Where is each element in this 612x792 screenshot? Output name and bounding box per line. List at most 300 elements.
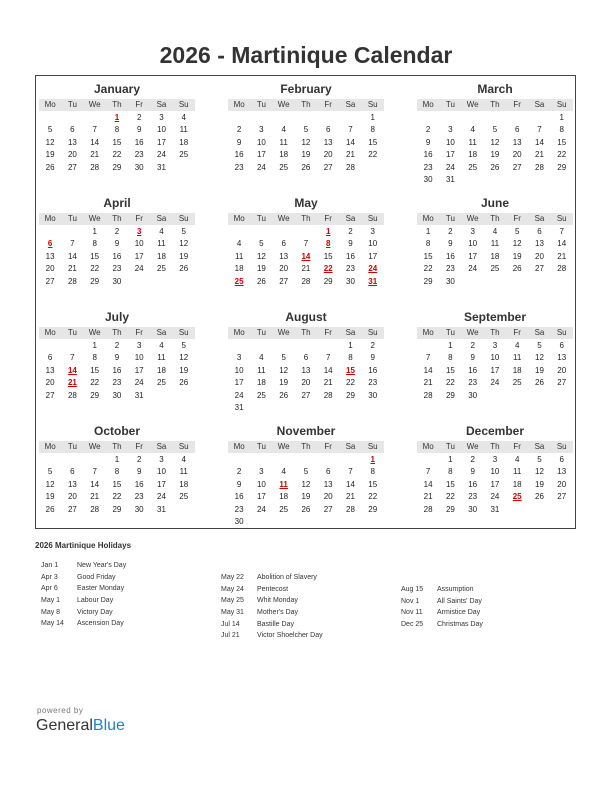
day-cell: 18 <box>279 150 289 160</box>
day-grid <box>39 454 195 516</box>
weekday-label: Mo <box>233 442 245 451</box>
weekday-label: Mo <box>44 100 56 109</box>
holiday-name: Labour Day <box>77 597 114 605</box>
empty-day-cell <box>417 340 439 352</box>
day-cell: 18 <box>234 264 244 274</box>
empty-day-cell <box>84 454 106 466</box>
day-cell: 4 <box>514 341 520 350</box>
day-cell: 20 <box>512 150 522 160</box>
day-cell: 11 <box>179 467 188 477</box>
empty-day-cell <box>317 340 339 352</box>
day-cell: 12 <box>45 137 55 147</box>
month-december <box>417 423 573 516</box>
day-cell: 17 <box>234 378 244 388</box>
day-cell: 23 <box>346 264 355 274</box>
day-cell: 7 <box>348 467 353 477</box>
empty-day-cell <box>84 112 106 124</box>
day-cell: 3 <box>159 455 164 464</box>
holiday-column <box>401 584 483 631</box>
day-cell: 10 <box>256 137 266 147</box>
day-cell: 4 <box>281 125 286 135</box>
empty-day-cell <box>439 112 461 124</box>
weekday-label: Fr <box>513 100 521 109</box>
day-cell: 26 <box>535 378 544 388</box>
day-cell: 11 <box>513 353 522 363</box>
day-cell: 7 <box>325 353 331 363</box>
day-cell: 30 <box>234 516 244 526</box>
day-cell: 18 <box>512 365 522 375</box>
day-cell: 24 <box>157 492 166 502</box>
day-cell: 19 <box>45 492 55 502</box>
day-cell: 16 <box>234 150 244 160</box>
day-cell: 14 <box>557 239 567 249</box>
weekday-label: We <box>277 100 290 109</box>
day-cell: 4 <box>514 455 520 464</box>
day-cell: 8 <box>448 353 453 363</box>
day-grid <box>228 226 384 288</box>
weekday-label: Sa <box>156 214 167 223</box>
month-july <box>39 309 195 402</box>
day-cell: 3 <box>470 227 475 236</box>
weekday-label: Su <box>556 214 567 223</box>
day-cell: 8 <box>114 125 120 135</box>
empty-day-cell <box>228 226 250 238</box>
day-cell: 19 <box>512 251 522 261</box>
holiday-day-cell: 31 <box>368 276 378 286</box>
weekday-header <box>228 441 384 453</box>
day-cell: 19 <box>535 365 544 375</box>
weekday-label: Mo <box>233 100 245 109</box>
holiday-day-cell: 14 <box>301 251 311 261</box>
day-cell: 1 <box>425 227 431 236</box>
day-cell: 17 <box>468 251 478 261</box>
day-cell: 15 <box>112 479 122 489</box>
month-march <box>417 81 573 186</box>
empty-day-cell <box>250 454 272 466</box>
day-cell: 31 <box>234 402 244 412</box>
day-cell: 26 <box>535 492 544 502</box>
weekday-label: We <box>466 328 479 337</box>
day-cell: 13 <box>45 365 55 375</box>
day-cell: 14 <box>535 137 544 147</box>
day-cell: 15 <box>323 251 333 261</box>
day-cell: 29 <box>557 162 567 172</box>
holiday-day-cell: 1 <box>114 113 120 122</box>
weekday-label: Sa <box>534 100 545 109</box>
day-cell: 30 <box>468 504 478 514</box>
holiday-item <box>221 584 323 596</box>
day-cell: 28 <box>301 276 311 286</box>
day-cell: 24 <box>134 378 144 388</box>
month-name: October <box>93 424 140 438</box>
day-cell: 29 <box>112 504 122 514</box>
holiday-date: Nov 1 <box>401 597 420 605</box>
weekday-label: Mo <box>233 328 245 337</box>
day-cell: 22 <box>423 264 433 274</box>
day-cell: 20 <box>67 492 77 502</box>
day-cell: 19 <box>490 150 500 160</box>
day-cell: 2 <box>136 455 142 464</box>
day-cell: 9 <box>448 239 453 249</box>
weekday-label: Fr <box>135 328 143 337</box>
holiday-date: May 24 <box>221 585 244 593</box>
day-cell: 15 <box>112 137 122 147</box>
day-cell: 23 <box>134 492 144 502</box>
day-cell: 26 <box>301 504 311 514</box>
weekday-label: Fr <box>324 100 332 109</box>
day-cell: 22 <box>445 378 455 388</box>
weekday-label: Tu <box>445 214 455 223</box>
day-cell: 19 <box>45 150 55 160</box>
day-cell: 16 <box>368 365 378 375</box>
weekday-label: Tu <box>445 328 455 337</box>
day-cell: 29 <box>445 504 455 514</box>
day-cell: 22 <box>445 492 455 502</box>
weekday-label: Th <box>490 100 500 109</box>
empty-day-cell <box>295 112 317 124</box>
empty-day-cell <box>228 340 250 352</box>
empty-day-cell <box>39 112 61 124</box>
day-cell: 18 <box>179 479 189 489</box>
day-cell: 4 <box>492 227 498 236</box>
weekday-label: Tu <box>67 100 77 109</box>
day-cell: 16 <box>346 251 355 261</box>
day-cell: 13 <box>323 479 333 489</box>
day-cell: 2 <box>448 227 453 236</box>
day-cell: 24 <box>256 162 266 172</box>
weekday-label: Su <box>178 214 189 223</box>
day-cell: 8 <box>370 467 375 477</box>
day-cell: 24 <box>468 264 478 274</box>
holiday-item <box>221 607 323 619</box>
day-cell: 27 <box>512 162 522 172</box>
day-cell: 22 <box>112 150 122 160</box>
holiday-item <box>221 630 323 642</box>
empty-day-cell <box>228 454 250 466</box>
day-cell: 30 <box>134 504 144 514</box>
month-february <box>228 81 384 174</box>
day-cell: 15 <box>445 365 455 375</box>
day-cell: 23 <box>423 162 433 172</box>
day-cell: 9 <box>348 239 353 249</box>
day-cell: 17 <box>490 479 500 489</box>
day-cell: 13 <box>323 137 333 147</box>
weekday-header <box>39 327 195 339</box>
month-january <box>39 81 195 174</box>
day-cell: 22 <box>368 492 378 502</box>
holiday-day-cell: 21 <box>67 378 77 388</box>
day-cell: 13 <box>512 137 522 147</box>
day-cell: 12 <box>535 467 544 477</box>
day-cell: 4 <box>159 341 164 350</box>
empty-day-cell <box>317 112 339 124</box>
weekday-header <box>417 99 573 111</box>
day-cell: 10 <box>134 353 144 363</box>
day-cell: 7 <box>92 125 97 135</box>
day-cell: 3 <box>259 467 264 477</box>
day-cell: 19 <box>179 251 189 261</box>
day-cell: 17 <box>490 365 500 375</box>
day-cell: 6 <box>70 125 75 135</box>
month-name: April <box>103 196 131 210</box>
holiday-day-cell: 25 <box>234 276 244 286</box>
holiday-name: Victory Day <box>77 608 113 616</box>
day-cell: 22 <box>368 150 378 160</box>
day-cell: 23 <box>445 264 455 274</box>
day-cell: 3 <box>492 455 498 464</box>
day-cell: 2 <box>114 341 120 350</box>
day-cell: 20 <box>323 492 333 502</box>
day-cell: 17 <box>134 365 144 375</box>
weekday-header <box>417 441 573 453</box>
day-cell: 20 <box>301 378 311 388</box>
weekday-label: Fr <box>324 214 332 223</box>
weekday-label: Sa <box>156 328 167 337</box>
holiday-item <box>401 584 483 596</box>
day-cell: 9 <box>425 137 431 147</box>
month-august <box>228 309 384 414</box>
day-cell: 24 <box>134 264 144 274</box>
weekday-header <box>39 213 195 225</box>
holiday-date: May 22 <box>221 574 244 581</box>
day-cell: 9 <box>136 125 142 135</box>
weekday-label: Su <box>556 328 567 337</box>
day-cell: 24 <box>157 150 166 160</box>
day-cell: 18 <box>157 251 166 261</box>
weekday-label: Fr <box>324 442 332 451</box>
holiday-item <box>221 595 323 607</box>
day-cell: 5 <box>492 125 498 135</box>
day-grid <box>417 226 573 288</box>
holiday-item <box>401 596 483 608</box>
empty-day-cell <box>317 454 339 466</box>
weekday-header <box>39 99 195 111</box>
day-cell: 5 <box>47 467 53 477</box>
day-cell: 1 <box>370 113 375 122</box>
day-cell: 5 <box>537 341 542 350</box>
day-cell: 25 <box>179 150 189 160</box>
weekday-label: Su <box>367 328 378 337</box>
day-cell: 14 <box>323 365 333 375</box>
weekday-header <box>228 213 384 225</box>
weekday-label: Tu <box>256 442 266 451</box>
day-cell: 12 <box>179 353 189 363</box>
holiday-day-cell: 1 <box>325 227 331 236</box>
day-cell: 30 <box>134 162 144 172</box>
day-cell: 7 <box>92 467 97 477</box>
day-cell: 31 <box>490 504 500 514</box>
empty-day-cell <box>295 340 317 352</box>
day-cell: 15 <box>445 479 455 489</box>
day-cell: 12 <box>301 479 311 489</box>
generalblue-logo[interactable] <box>36 717 125 735</box>
day-cell: 20 <box>279 264 289 274</box>
day-cell: 2 <box>470 341 475 350</box>
weekday-label: Tu <box>67 328 77 337</box>
weekday-label: Fr <box>513 328 521 337</box>
day-cell: 5 <box>303 125 309 135</box>
day-cell: 15 <box>90 365 100 375</box>
weekday-label: Su <box>367 214 378 223</box>
day-cell: 3 <box>159 113 164 122</box>
empty-day-cell <box>339 454 361 466</box>
weekday-label: Mo <box>233 214 245 223</box>
holiday-date: May 31 <box>221 609 244 617</box>
day-cell: 16 <box>468 479 478 489</box>
weekday-label: Sa <box>534 214 545 223</box>
day-cell: 7 <box>559 227 564 236</box>
weekday-label: Mo <box>422 100 434 109</box>
holiday-name: Pentecost <box>257 585 289 593</box>
day-cell: 15 <box>90 251 100 261</box>
day-cell: 9 <box>370 353 375 363</box>
calendar-grid <box>35 75 576 529</box>
holiday-name: Whit Monday <box>257 597 298 605</box>
day-cell: 4 <box>181 113 186 122</box>
empty-day-cell <box>417 112 439 124</box>
weekday-label: Th <box>301 328 311 337</box>
empty-day-cell <box>61 454 83 466</box>
day-cell: 29 <box>423 276 433 286</box>
day-cell: 7 <box>303 239 309 249</box>
empty-day-cell <box>273 226 295 238</box>
day-cell: 8 <box>92 353 97 363</box>
day-cell: 31 <box>157 504 166 514</box>
weekday-label: Tu <box>67 442 77 451</box>
day-cell: 28 <box>90 162 100 172</box>
weekday-label: We <box>88 214 101 223</box>
day-cell: 26 <box>45 162 55 172</box>
day-cell: 30 <box>468 390 478 400</box>
holiday-day-cell: 3 <box>136 227 142 236</box>
day-cell: 11 <box>513 467 522 477</box>
day-cell: 4 <box>236 239 242 249</box>
day-cell: 10 <box>490 467 500 477</box>
day-grid <box>39 112 195 174</box>
day-cell: 16 <box>134 137 144 147</box>
day-cell: 2 <box>370 341 375 350</box>
day-cell: 29 <box>90 390 100 400</box>
day-cell: 6 <box>47 353 53 363</box>
weekday-label: We <box>466 100 479 109</box>
holiday-date: May 8 <box>41 608 61 616</box>
day-cell: 4 <box>259 353 264 363</box>
day-cell: 22 <box>112 492 122 502</box>
day-cell: 12 <box>301 137 311 147</box>
day-cell: 9 <box>470 467 475 477</box>
day-grid <box>228 340 384 414</box>
weekday-label: Sa <box>534 442 545 451</box>
day-cell: 18 <box>468 150 478 160</box>
holiday-date: Jul 21 <box>221 632 240 640</box>
day-cell: 22 <box>557 150 567 160</box>
day-cell: 26 <box>490 162 500 172</box>
day-cell: 19 <box>279 378 289 388</box>
day-cell: 18 <box>279 492 289 502</box>
day-cell: 10 <box>368 239 378 249</box>
day-cell: 2 <box>425 125 431 135</box>
day-cell: 29 <box>112 162 122 172</box>
day-cell: 3 <box>370 227 375 236</box>
weekday-label: Su <box>556 442 567 451</box>
weekday-label: We <box>88 442 101 451</box>
weekday-label: Tu <box>67 214 77 223</box>
day-cell: 13 <box>301 365 311 375</box>
day-cell: 3 <box>136 341 142 350</box>
day-cell: 15 <box>557 137 567 147</box>
day-cell: 8 <box>370 125 375 135</box>
month-name: June <box>480 196 509 210</box>
weekday-header <box>417 327 573 339</box>
day-cell: 21 <box>423 492 433 502</box>
day-cell: 7 <box>425 353 431 363</box>
day-cell: 25 <box>279 504 289 514</box>
day-cell: 3 <box>236 353 242 363</box>
day-cell: 17 <box>134 251 144 261</box>
weekday-label: We <box>88 328 101 337</box>
holiday-name: Abolition of Slavery <box>257 574 317 581</box>
day-cell: 6 <box>514 125 520 135</box>
day-cell: 17 <box>445 150 455 160</box>
day-cell: 16 <box>112 365 122 375</box>
day-cell: 16 <box>234 492 244 502</box>
day-cell: 26 <box>179 378 189 388</box>
holiday-name: Ascension Day <box>77 620 124 628</box>
day-cell: 1 <box>559 113 564 122</box>
weekday-header <box>39 441 195 453</box>
holiday-date: May 25 <box>221 597 244 605</box>
day-cell: 8 <box>348 353 353 363</box>
holiday-item <box>41 560 126 572</box>
empty-day-cell <box>273 340 295 352</box>
day-cell: 13 <box>279 251 289 261</box>
day-cell: 2 <box>236 467 242 477</box>
weekday-label: Sa <box>156 100 167 109</box>
weekday-label: Th <box>301 100 311 109</box>
holiday-day-cell: 1 <box>370 455 375 464</box>
day-grid <box>228 454 384 528</box>
day-cell: 2 <box>348 227 353 236</box>
day-cell: 9 <box>236 137 242 147</box>
day-cell: 10 <box>157 467 166 477</box>
day-cell: 21 <box>90 492 100 502</box>
day-cell: 27 <box>67 162 77 172</box>
day-cell: 16 <box>468 365 478 375</box>
month-name: August <box>285 310 327 324</box>
day-cell: 4 <box>181 455 186 464</box>
day-cell: 17 <box>256 150 266 160</box>
month-april <box>39 195 195 288</box>
day-cell: 9 <box>236 479 242 489</box>
day-cell: 3 <box>448 125 453 135</box>
day-cell: 9 <box>114 353 120 363</box>
day-cell: 5 <box>303 467 309 477</box>
empty-day-cell <box>250 112 272 124</box>
holiday-column <box>41 560 126 630</box>
day-cell: 25 <box>468 162 478 172</box>
day-cell: 19 <box>179 365 189 375</box>
weekday-label: Th <box>112 442 122 451</box>
day-cell: 17 <box>256 492 266 502</box>
day-cell: 25 <box>490 264 500 274</box>
day-cell: 30 <box>368 390 378 400</box>
day-cell: 14 <box>90 137 100 147</box>
day-cell: 15 <box>423 251 433 261</box>
empty-day-cell <box>506 112 528 124</box>
powered-by-text: powered by <box>37 706 84 715</box>
day-cell: 1 <box>92 227 97 236</box>
day-grid <box>417 340 573 402</box>
